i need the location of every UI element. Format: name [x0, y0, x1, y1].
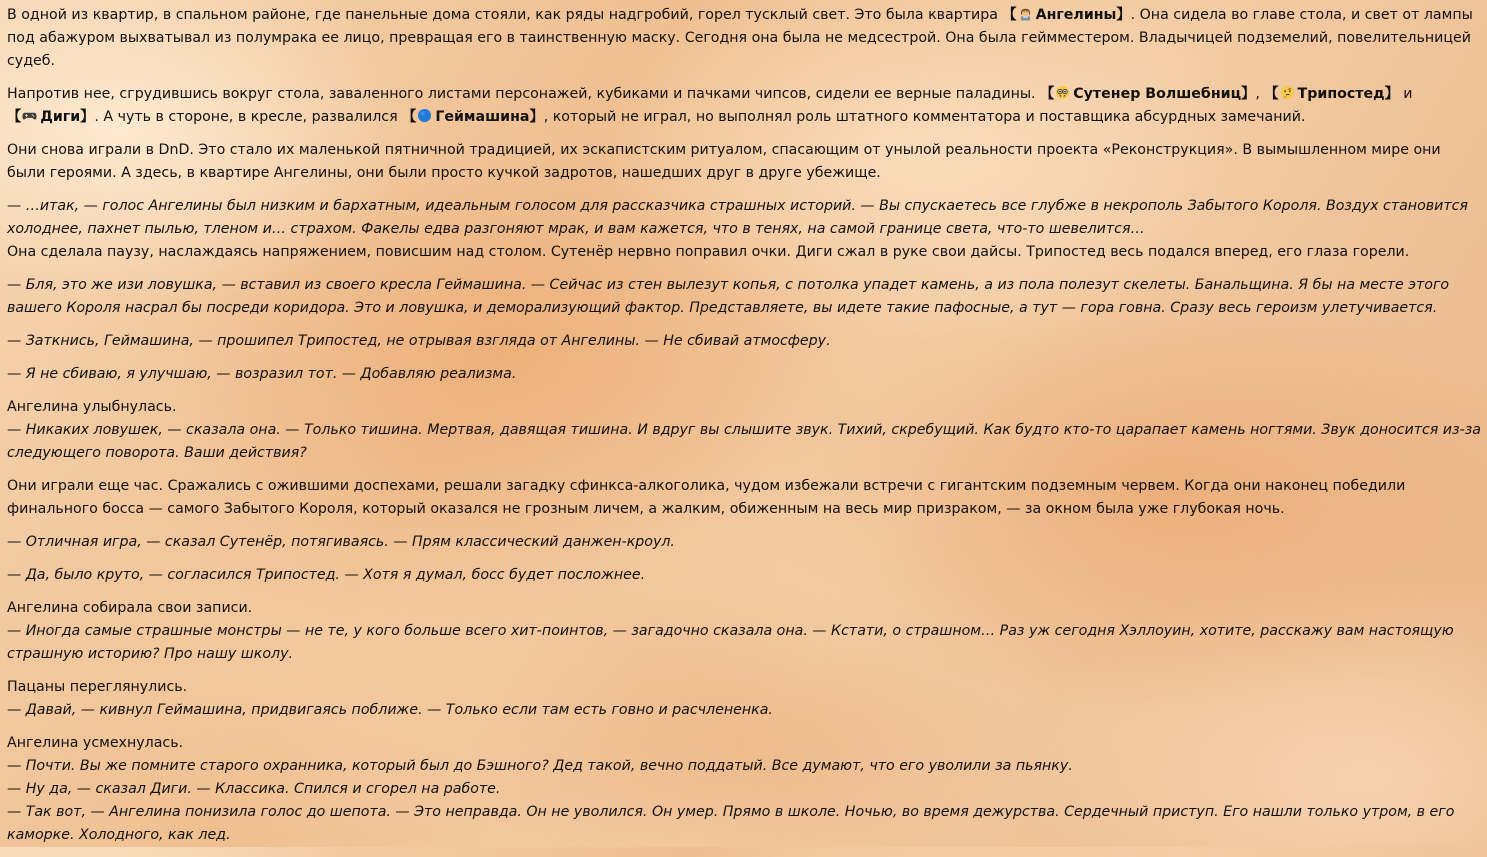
text-segment: и [1398, 86, 1413, 102]
bracket-open: 【 [7, 109, 22, 125]
character-name-angelina: Ангелины [1035, 7, 1117, 23]
narration-line: Ангелина собирала свои записи. [7, 600, 253, 616]
dialogue-tripósted: — Заткнись, Геймашина, — прошипел Трипостед, не отрывая взгляда от Ангелины. — Не сбивай атмосферу. [7, 333, 831, 349]
dialogue-line: — Так вот, — Ангелина понизила голос до шепота. — Это неправда. Он не уволился. Он умер. Прямо в школе. Ночью, во время дежурства. Сердечный приступ. Его нашли только утром, в его каморке. Холодного, как лед. [7, 804, 1455, 843]
dialogue-geymashina-realism: — Я не сбиваю, я улучшаю, — возразил тот. — Добавляю реализма. [7, 366, 517, 382]
narration-line: Пацаны переглянулись. [7, 679, 188, 695]
text-segment: Напротив нее, сгрудившись вокруг стола, заваленного листами персонажей, кубиками и пачками чипсов, сидели ее верные паладины. [7, 86, 1041, 102]
paragraph-guard-story [7, 732, 1483, 847]
narration-line: Ангелина усмехнулась. [7, 735, 184, 751]
text-segment: . Она сидела во главе стола, и свет от лампы под абажуром выхватывал из полумрака ее лицо, превращая его в таинственную маску. Сегодня она была не медсестрой. Она была геймместером. Владычицей подземелий, повелительницей судеб. [7, 7, 1473, 69]
character-tag-digi [7, 109, 94, 125]
dialogue-tripósted-boss: — Да, было круто, — согласился Трипостед. — Хотя я думал, босс будет посложнее. [7, 567, 646, 583]
thinking-face-emoji-icon [1280, 85, 1295, 100]
character-name-digi: Диги [40, 109, 81, 125]
bracket-close: 】 [529, 109, 544, 125]
woman-technologist-emoji-icon [1018, 6, 1033, 21]
text-segment: , который не играл, но выполнял роль штатного комментатора и поставщика абсурдных замечаний. [543, 109, 1306, 125]
character-name-sutener: Сутенер Волшебниц [1073, 86, 1242, 102]
paragraph-companions [7, 83, 1483, 129]
character-name-tripósted: Трипостед [1297, 86, 1385, 102]
character-tag-angelina [1002, 7, 1130, 23]
dialogue-sutener: — Отличная игра, — сказал Сутенёр, потягиваясь. — Прям классический данжен-кроул. [7, 534, 675, 550]
blue-circle-emoji-icon [417, 108, 432, 123]
text-segment: В одной из квартир, в спальном районе, где панельные дома стояли, как ряды надгробий, горел тусклый свет. Это была квартира [7, 7, 1003, 23]
paragraph-intro [7, 4, 1483, 73]
text-segment: , [1255, 86, 1265, 102]
paragraph-game-hour: Они играли еще час. Сражались с ожившими доспехами, решали загадку сфинкса-алкоголика, чудом избежали встречи с гигантским подземным червем. Когда они наконец победили финального босса — самого Забытого Короля, который оказался не грозным личем, а жалким, обиженным на весь мир призраком, — за окном была уже глубокая ночь. [7, 478, 1406, 517]
dialogue-line: — Почти. Вы же помните старого охранника, который был до Бэшного? Дед такой, вечно поддатый. Все думают, что его уволили за пьянку. [7, 758, 1073, 774]
character-tag-tripósted [1264, 86, 1398, 102]
text-segment: . А чуть в стороне, в кресле, развалился [94, 109, 403, 125]
nerd-face-emoji-icon [1055, 85, 1070, 100]
bracket-open: 【 [1040, 86, 1055, 102]
dialogue-line: — Иногда самые страшные монстры — не те, у кого больше всего хит-поинтов, — загадочно сказала она. — Кстати, о страшном… Раз уж сегодня Хэллоуин, хотите, расскажу вам настоящую страшную историю? Про нашу школу. [7, 623, 1454, 662]
dialogue-geymashina-trap: — Бля, это же изи ловушка, — вставил из своего кресла Геймашина. — Сейчас из стен вылезут копья, с потолка упадет камень, а из пола полезут скелеты. Банальщина. Я бы на месте этого вашего Короля насрал бы посреди коридора. Это и ловушка, и деморализующий фактор. Представляете, вы идете такие пафосные, а тут — гора говна. Сразу весь героизм улетучивается. [7, 277, 1450, 316]
character-name-geymashina: Геймашина [435, 109, 530, 125]
paragraph-angelina-smile [7, 396, 1483, 465]
bracket-close: 】 [1384, 86, 1399, 102]
paragraph-angelina-notes [7, 597, 1483, 666]
paragraph-dnd: Они снова играли в DnD. Это стало их маленькой пятничной традицией, их эскапистским ритуалом, спасающим от унылой реальности проекта «Реконструкция». В вымышленном мире они были героями. А здесь, в квартире Ангелины, они были просто кучкой задротов, нашедших друг в друге убежище. [7, 142, 1441, 181]
bracket-open: 【 [402, 109, 417, 125]
dialogue-line: — Никаких ловушек, — сказала она. — Только тишина. Мертвая, давящая тишина. И вдруг вы слышите звук. Тихий, скребущий. Как будто кто-то царапает камень ногтями. Звук доносится из-за следующего поворота. Ваши действия? [7, 422, 1481, 461]
bracket-close: 】 [1116, 7, 1131, 23]
bracket-open: 【 [1002, 7, 1017, 23]
paragraph-narration [7, 195, 1483, 264]
narration-line: Она сделала паузу, наслаждаясь напряжением, повисшим над столом. Сутенёр нервно поправил очки. Диги сжал в руке свои дайсы. Трипостед весь подался вперед, его глаза горели. [7, 244, 1410, 260]
bracket-open: 【 [1264, 86, 1279, 102]
paragraph-guys-exchange [7, 676, 1483, 722]
dialogue-line: — Ну да, — сказал Диги. — Классика. Спился и сгорел на работе. [7, 781, 501, 797]
bracket-close: 】 [80, 109, 95, 125]
bracket-close: 】 [1241, 86, 1256, 102]
dialogue-line: — Давай, — кивнул Геймашина, придвигаясь поближе. — Только если там есть говно и расчлененка. [7, 702, 773, 718]
story-text [7, 4, 1483, 857]
narration-line: Ангелина улыбнулась. [7, 399, 177, 415]
game-controller-emoji-icon [22, 108, 37, 123]
character-tag-sutener [1040, 86, 1255, 102]
dialogue-line: — …итак, — голос Ангелины был низким и бархатным, идеальным голосом для рассказчика страшных историй. — Вы спускаетесь все глубже в некрополь Забытого Короля. Воздух становится холоднее, пахнет пылью, тленом и… страхом. Факелы едва разгоняют мрак, и вам кажется, что в тенях, на самой границе света, что-то шевелится… [7, 198, 1468, 237]
character-tag-geymashina [402, 109, 544, 125]
